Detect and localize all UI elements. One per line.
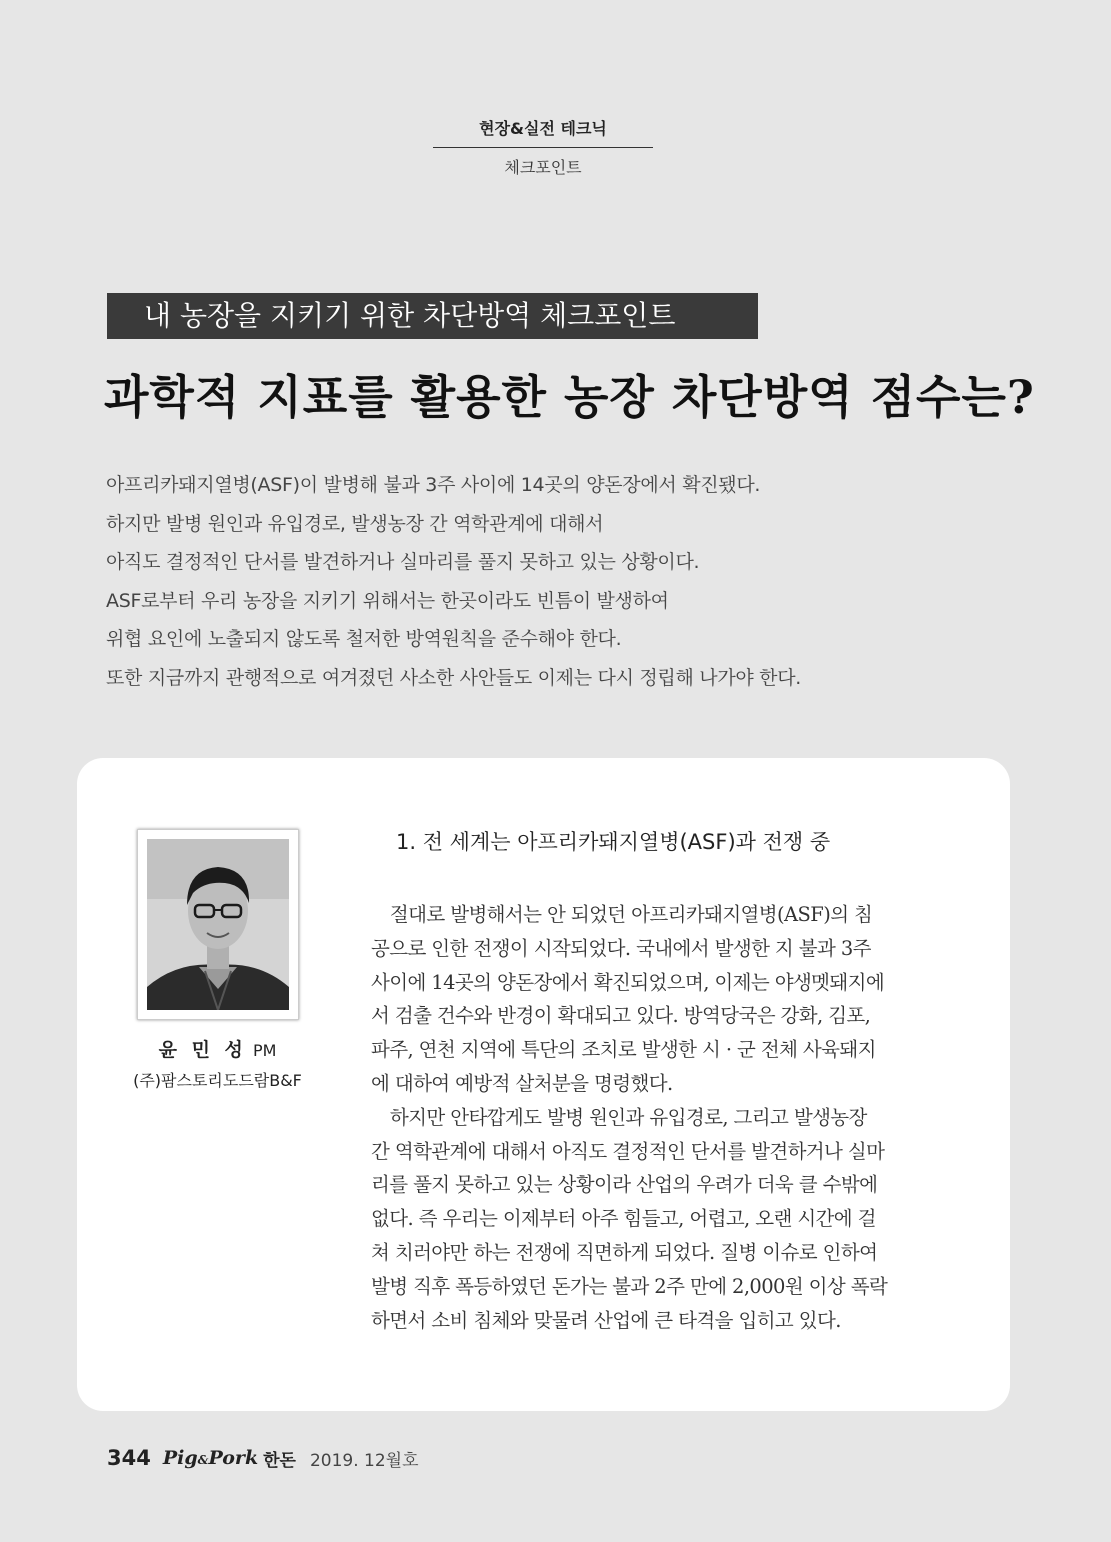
body-line: 서 검출 건수와 반경이 확대되고 있다. 방역당국은 강화, 김포,	[371, 1004, 871, 1028]
body-line: 간 역학관계에 대해서 아직도 결정적인 단서를 발견하거나 실마	[371, 1139, 885, 1163]
lead-line: 아직도 결정적인 단서를 발견하거나 실마리를 풀지 못하고 있는 상황이다.	[106, 551, 700, 573]
author-photo-frame	[137, 829, 299, 1020]
lead-line: 또한 지금까지 관행적으로 여겨졌던 사소한 사안들도 이제는 다시 정립해 나가야 한다.	[106, 666, 802, 689]
page-footer	[107, 1443, 419, 1473]
body-line: 절대로 발병해서는 안 되었던 아프리카돼지열병(ASF)의 침	[371, 903, 873, 926]
lead-line: 하지만 발병 원인과 유입경로, 발생농장 간 역학관계에 대해서	[106, 512, 604, 535]
body-line: 발병 직후 폭등하였던 돈가는 불과 2주 만에 2,000원 이상 폭락	[371, 1274, 888, 1298]
lead-line: 위협 요인에 노출되지 않도록 철저한 방역원칙을 준수해야 한다.	[106, 628, 622, 650]
body-line: 하지만 안타깝게도 발병 원인과 유입경로, 그리고 발생농장	[371, 1105, 867, 1129]
article-title: 과학적 지표를 활용한 농장 차단방역 점수는?	[104, 370, 1035, 424]
author-organization: (주)팜스토리도드람B&F	[133, 1071, 302, 1090]
body-line: 쳐 치러야만 하는 전쟁에 직면하게 되었다. 질병 이슈로 인하여	[371, 1240, 878, 1264]
magazine-logo: Pig&Pork	[162, 1447, 259, 1469]
section-title: 현장&실전 테크닉	[433, 116, 653, 148]
section-subtitle: 체크포인트	[504, 158, 582, 177]
body-line: 에 대하여 예방적 살처분을 명령했다.	[371, 1071, 673, 1095]
page-number: 344	[107, 1446, 151, 1470]
magazine-logo-korean: 한돈	[263, 1450, 296, 1471]
lead-line: ASF로부터 우리 농장을 지키기 위해서는 한곳이라도 빈틈이 발생하여	[106, 589, 669, 612]
body-line: 없다. 즉 우리는 이제부터 아주 힘들고, 어렵고, 오랜 시간에 걸	[371, 1207, 876, 1231]
body-line: 사이에 14곳의 양돈장에서 확진되었으며, 이제는 야생멧돼지에	[371, 970, 885, 994]
lead-line: 아프리카돼지열병(ASF)이 발병해 불과 3주 사이에 14곳의 양돈장에서 확진됐다.	[106, 474, 761, 496]
section-header	[433, 116, 653, 178]
body-line: 파주, 연천 지역에 특단의 조치로 발생한 시 · 군 전체 사육돼지	[371, 1038, 876, 1062]
article-subheading: 1. 전 세계는 아프리카돼지열병(ASF)과 전쟁 중	[396, 830, 831, 854]
article-body	[371, 898, 986, 1337]
body-line: 리를 풀지 못하고 있는 상황이라 산업의 우려가 더욱 클 수밖에	[371, 1173, 878, 1197]
issue-date: 2019. 12월호	[309, 1450, 419, 1471]
author-role: PM	[252, 1041, 277, 1060]
author-info	[105, 1035, 330, 1091]
lead-paragraph	[106, 466, 1006, 697]
series-banner: 내 농장을 지키기 위한 차단방역 체크포인트	[107, 293, 758, 339]
body-line: 공으로 인한 전쟁이 시작되었다. 국내에서 발생한 지 불과 3주	[371, 936, 871, 960]
author-portrait-image	[147, 839, 289, 1010]
author-photo	[147, 839, 289, 1010]
author-name: 윤 민 성	[158, 1039, 247, 1061]
body-line: 하면서 소비 침체와 맞물려 산업에 큰 타격을 입히고 있다.	[371, 1308, 841, 1332]
